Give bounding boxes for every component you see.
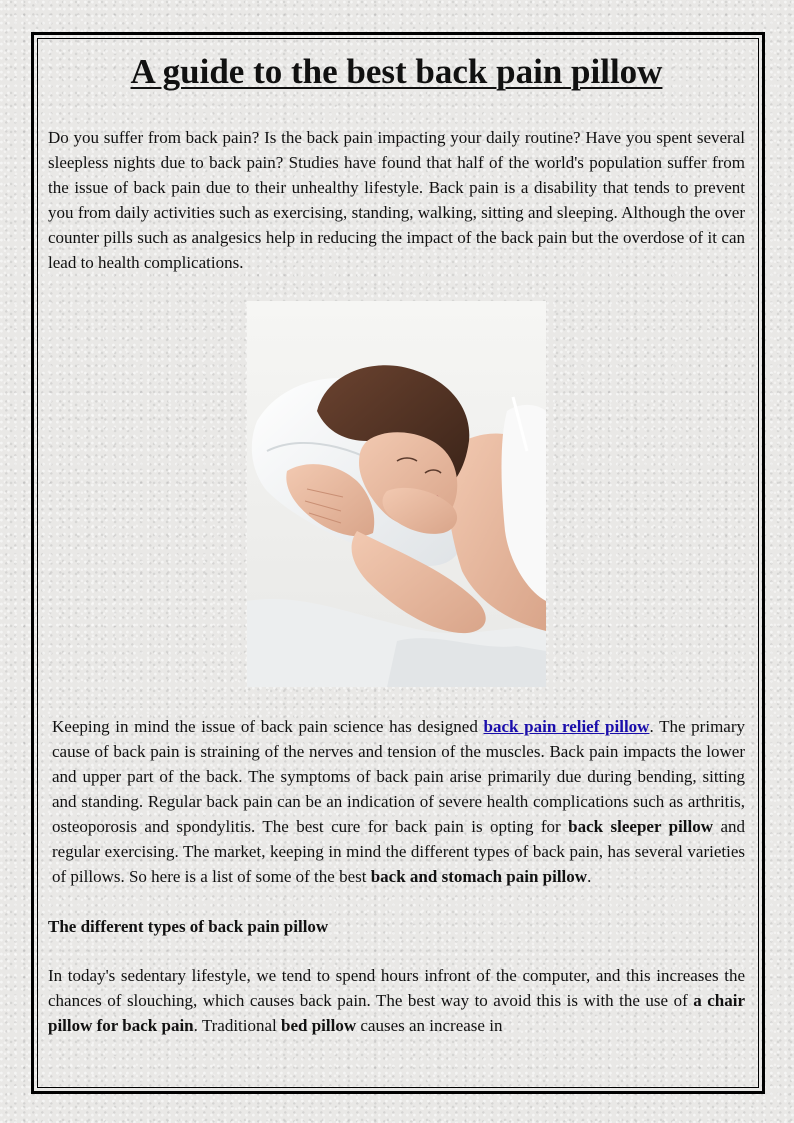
bold-term: bed pillow — [281, 1016, 357, 1035]
paragraph-pillow-types — [48, 714, 745, 889]
text-segment: In today's sedentary lifestyle, we tend to spend hours infront of the computer, and this increases the chances of slouching, which causes back pain. The best way to avoid this is with the use of — [48, 966, 745, 1010]
woman-sleeping-on-pillow-image — [247, 301, 546, 687]
article — [48, 48, 745, 1038]
paragraph-sedentary-lifestyle — [48, 963, 745, 1038]
page-title: A guide to the best back pain pillow — [130, 52, 663, 91]
back-pain-relief-pillow-link[interactable]: back pain relief pillow — [483, 717, 650, 736]
intro-paragraph: Do you suffer from back pain? Is the back pain impacting your daily routine? Have you spent several sleepless nights due to back pain? Studies have found that half of the world's population suffer from the issue of back pain due to their unhealthy lifestyle. Back pain is a disability that tends to prevent you from daily activities such as exercising, standing, walking, sitting and sleeping. Although the over counter pills such as analgesics help in reducing the impact of the back pain but the overdose of it can lead to health complications. — [48, 128, 745, 272]
text-segment: . Traditional — [193, 1016, 282, 1035]
section-heading: The different types of back pain pillow — [48, 917, 329, 936]
bold-term: a chair pillow for back pain — [48, 991, 745, 1035]
bold-term: back sleeper pillow — [568, 817, 714, 836]
text-segment: Keeping in mind the issue of back pain science has designed — [52, 717, 484, 736]
text-segment: . — [587, 867, 592, 886]
text-segment: . The primary cause of back pain is straining of the nerves and tension of the muscles. Back pain impacts the lower and upper part of the back. The symptoms of back pain arise primarily due during bending, sitting and standing. Regular back pain can be an indication of severe health complications such as arthritis, osteoporosis and spondylitis. The best cure for back pain is opting for — [52, 717, 745, 836]
text-segment: causes an increase in — [356, 1016, 503, 1035]
text-segment: and regular exercising. The market, keeping in mind the different types of back pain, has several varieties of pillows. So here is a list of some of the best — [52, 817, 746, 886]
bold-term: back and stomach pain pillow — [370, 867, 588, 886]
